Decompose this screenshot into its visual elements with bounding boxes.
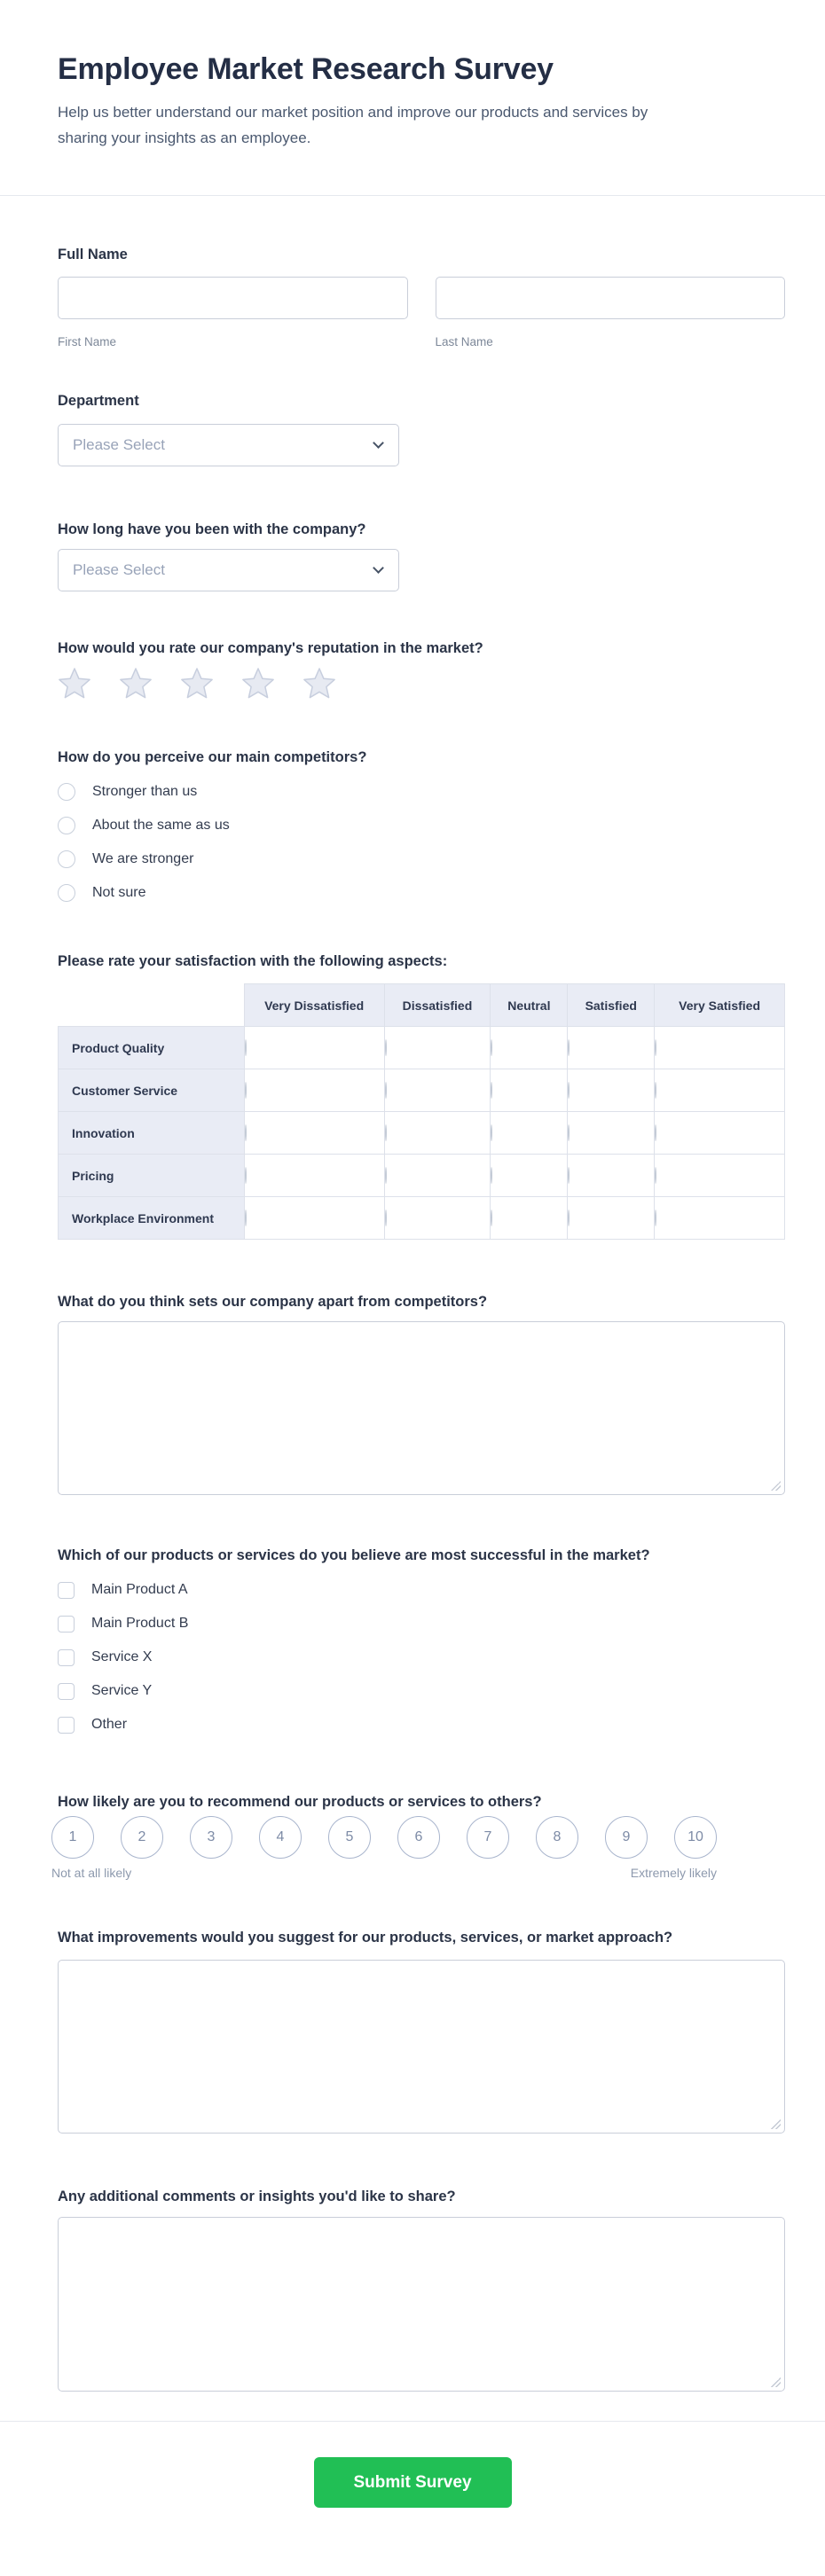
- nps-option[interactable]: 3: [190, 1816, 232, 1859]
- question-differentiators: [58, 1293, 785, 1495]
- nps-min-label: Not at all likely: [51, 1866, 132, 1880]
- textarea-wrap: [58, 1321, 785, 1495]
- matrix-column-header: Very Satisfied: [655, 984, 785, 1027]
- question-successful-products: [58, 1546, 785, 1742]
- matrix-radio[interactable]: [385, 1210, 387, 1226]
- checkbox[interactable]: [58, 1683, 75, 1700]
- successful-products-options: [58, 1573, 785, 1742]
- checkbox-option: [58, 1708, 785, 1742]
- radio-button[interactable]: [58, 884, 75, 902]
- name-inputs-row: [58, 277, 785, 319]
- competitors-options: [58, 775, 785, 910]
- matrix-radio[interactable]: [385, 1124, 387, 1141]
- header-divider: [0, 195, 825, 196]
- checkbox-option: [58, 1640, 785, 1674]
- textarea-wrap: [58, 1960, 785, 2134]
- department-label: Department: [58, 393, 139, 409]
- radio-button[interactable]: [58, 783, 75, 801]
- matrix-radio[interactable]: [245, 1124, 247, 1141]
- matrix-cell: [384, 1197, 491, 1240]
- matrix-radio[interactable]: [655, 1082, 656, 1099]
- comments-textarea[interactable]: [58, 2217, 785, 2392]
- matrix-radio[interactable]: [491, 1167, 492, 1184]
- radio-button[interactable]: [58, 817, 75, 834]
- matrix-corner-cell: [59, 984, 245, 1027]
- matrix-row-label: Pricing: [59, 1155, 245, 1197]
- matrix-radio[interactable]: [385, 1082, 387, 1099]
- star-icon[interactable]: [119, 668, 153, 701]
- matrix-radio[interactable]: [491, 1210, 492, 1226]
- matrix-cell: [244, 1027, 384, 1069]
- checkbox-option-label: Main Product A: [91, 1582, 188, 1597]
- matrix-radio[interactable]: [245, 1082, 247, 1099]
- checkbox-option-label: Other: [91, 1717, 128, 1732]
- nps-option[interactable]: 2: [121, 1816, 163, 1859]
- matrix-row-label: Workplace Environment: [59, 1197, 245, 1240]
- matrix-radio[interactable]: [655, 1039, 656, 1056]
- radio-option-label: We are stronger: [92, 851, 194, 866]
- matrix-cell: [491, 1069, 568, 1112]
- matrix-row: [59, 1197, 785, 1240]
- matrix-radio[interactable]: [568, 1124, 570, 1141]
- matrix-radio[interactable]: [568, 1167, 570, 1184]
- matrix-cell: [244, 1155, 384, 1197]
- question-reputation: [58, 639, 785, 701]
- radio-option: [58, 809, 785, 842]
- question-department: [58, 392, 785, 466]
- radio-button[interactable]: [58, 850, 75, 868]
- submit-button[interactable]: Submit Survey: [314, 2457, 512, 2508]
- checkbox[interactable]: [58, 1649, 75, 1666]
- department-select-value: Please Select: [73, 436, 165, 453]
- matrix-cell: [655, 1112, 785, 1155]
- matrix-column-header: Satisfied: [568, 984, 655, 1027]
- matrix-radio[interactable]: [245, 1210, 247, 1226]
- nps-option[interactable]: 6: [397, 1816, 440, 1859]
- star-icon[interactable]: [180, 668, 214, 701]
- tenure-select-value: Please Select: [73, 561, 165, 578]
- nps-captions: [51, 1866, 717, 1880]
- comments-label: Any additional comments or insights you'd like to share?: [58, 2188, 456, 2204]
- competitors-label: How do you perceive our main competitors?: [58, 749, 367, 765]
- nps-option[interactable]: 7: [467, 1816, 509, 1859]
- matrix-cell: [491, 1027, 568, 1069]
- radio-option: [58, 842, 785, 876]
- improvements-textarea[interactable]: [58, 1960, 785, 2134]
- matrix-radio[interactable]: [385, 1039, 387, 1056]
- radio-option: [58, 876, 785, 910]
- checkbox[interactable]: [58, 1582, 75, 1599]
- satisfaction-label: Please rate your satisfaction with the following aspects:: [58, 953, 448, 969]
- matrix-cell: [384, 1069, 491, 1112]
- matrix-cell: [655, 1027, 785, 1069]
- question-satisfaction: [58, 952, 785, 1240]
- checkbox-option: [58, 1674, 785, 1708]
- matrix-cell: [655, 1197, 785, 1240]
- survey-form: [0, 246, 825, 2421]
- nps-option[interactable]: 5: [328, 1816, 371, 1859]
- matrix-radio[interactable]: [568, 1039, 570, 1056]
- nps-option[interactable]: 1: [51, 1816, 94, 1859]
- matrix-cell: [568, 1197, 655, 1240]
- tenure-select[interactable]: [58, 549, 399, 591]
- nps-option[interactable]: 8: [536, 1816, 578, 1859]
- question-tenure: [58, 521, 785, 591]
- matrix-radio[interactable]: [568, 1210, 570, 1226]
- matrix-radio[interactable]: [245, 1167, 247, 1184]
- page-title: Employee Market Research Survey: [58, 52, 554, 86]
- matrix-cell: [655, 1155, 785, 1197]
- nps-option[interactable]: 9: [605, 1816, 648, 1859]
- nps-max-label: Extremely likely: [630, 1866, 717, 1880]
- full-name-label: Full Name: [58, 247, 128, 262]
- radio-option: [58, 775, 785, 809]
- matrix-column-header: Very Dissatisfied: [244, 984, 384, 1027]
- checkbox-option-label: Main Product B: [91, 1616, 189, 1631]
- matrix-radio[interactable]: [491, 1124, 492, 1141]
- matrix-radio[interactable]: [568, 1082, 570, 1099]
- matrix-cell: [384, 1155, 491, 1197]
- matrix-radio[interactable]: [655, 1124, 656, 1141]
- matrix-cell: [568, 1155, 655, 1197]
- question-recommend: [51, 1793, 785, 1880]
- matrix-row-label: Product Quality: [59, 1027, 245, 1069]
- form-description: Help us better understand our market position and improve our products and services by sharing your insights as an employee.: [58, 104, 648, 146]
- matrix-cell: [568, 1069, 655, 1112]
- question-comments: [58, 2188, 785, 2392]
- matrix-row-label: Innovation: [59, 1112, 245, 1155]
- matrix-column-header: Dissatisfied: [384, 984, 491, 1027]
- radio-option-label: Stronger than us: [92, 784, 198, 799]
- matrix-cell: [491, 1155, 568, 1197]
- tenure-label: How long have you been with the company?: [58, 521, 366, 537]
- reputation-label: How would you rate our company's reputation in the market?: [58, 640, 483, 656]
- first-name-sublabel: First Name: [58, 335, 117, 348]
- differentiators-label: What do you think sets our company apart from competitors?: [58, 1294, 488, 1310]
- matrix-cell: [244, 1197, 384, 1240]
- question-competitors: [58, 748, 785, 910]
- last-name-sublabel: Last Name: [435, 335, 493, 348]
- chevron-down-icon: [373, 437, 384, 449]
- matrix-radio[interactable]: [385, 1167, 387, 1184]
- nps-scale: [51, 1816, 785, 1859]
- matrix-cell: [655, 1069, 785, 1112]
- star-icon[interactable]: [241, 668, 275, 701]
- form-footer: [0, 2421, 825, 2551]
- question-full-name: [58, 246, 785, 349]
- matrix-cell: [491, 1197, 568, 1240]
- matrix-cell: [244, 1069, 384, 1112]
- satisfaction-matrix: [58, 983, 785, 1240]
- question-improvements: [58, 1929, 785, 2134]
- matrix-column-header: Neutral: [491, 984, 568, 1027]
- matrix-radio[interactable]: [245, 1039, 247, 1056]
- form-header: [0, 0, 825, 151]
- department-select[interactable]: [58, 424, 399, 466]
- last-name-input[interactable]: [436, 277, 786, 319]
- matrix-row: [59, 1155, 785, 1197]
- checkbox-option-label: Service X: [91, 1649, 153, 1664]
- matrix-cell: [568, 1112, 655, 1155]
- chevron-down-icon: [373, 562, 384, 574]
- checkbox[interactable]: [58, 1717, 75, 1734]
- matrix-radio[interactable]: [491, 1082, 492, 1099]
- matrix-cell: [568, 1027, 655, 1069]
- matrix-row-label: Customer Service: [59, 1069, 245, 1112]
- differentiators-textarea[interactable]: [58, 1321, 785, 1495]
- matrix-radio[interactable]: [655, 1210, 656, 1226]
- checkbox-option: [58, 1607, 785, 1640]
- matrix-radio[interactable]: [491, 1039, 492, 1056]
- star-icon[interactable]: [302, 668, 336, 701]
- radio-option-label: About the same as us: [92, 818, 230, 833]
- matrix-row: [59, 1027, 785, 1069]
- matrix-header-row: [59, 984, 785, 1027]
- successful-products-label: Which of our products or services do you believe are most successful in the market?: [58, 1547, 650, 1563]
- matrix-row: [59, 1112, 785, 1155]
- nps-option[interactable]: 10: [674, 1816, 717, 1859]
- checkbox[interactable]: [58, 1616, 75, 1633]
- recommend-label: How likely are you to recommend our products or services to others?: [58, 1794, 542, 1810]
- matrix-cell: [244, 1112, 384, 1155]
- radio-option-label: Not sure: [92, 885, 146, 900]
- matrix-cell: [384, 1112, 491, 1155]
- matrix-row: [59, 1069, 785, 1112]
- checkbox-option-label: Service Y: [91, 1683, 153, 1698]
- matrix-cell: [491, 1112, 568, 1155]
- textarea-wrap: [58, 2217, 785, 2392]
- star-icon[interactable]: [58, 668, 91, 701]
- matrix-cell: [384, 1027, 491, 1069]
- nps-option[interactable]: 4: [259, 1816, 302, 1859]
- improvements-label: What improvements would you suggest for our products, services, or market approach?: [58, 1930, 673, 1946]
- name-sublabels-row: [58, 335, 785, 349]
- star-rating: [58, 668, 785, 701]
- matrix-radio[interactable]: [655, 1167, 656, 1184]
- first-name-input[interactable]: [58, 277, 408, 319]
- checkbox-option: [58, 1573, 785, 1607]
